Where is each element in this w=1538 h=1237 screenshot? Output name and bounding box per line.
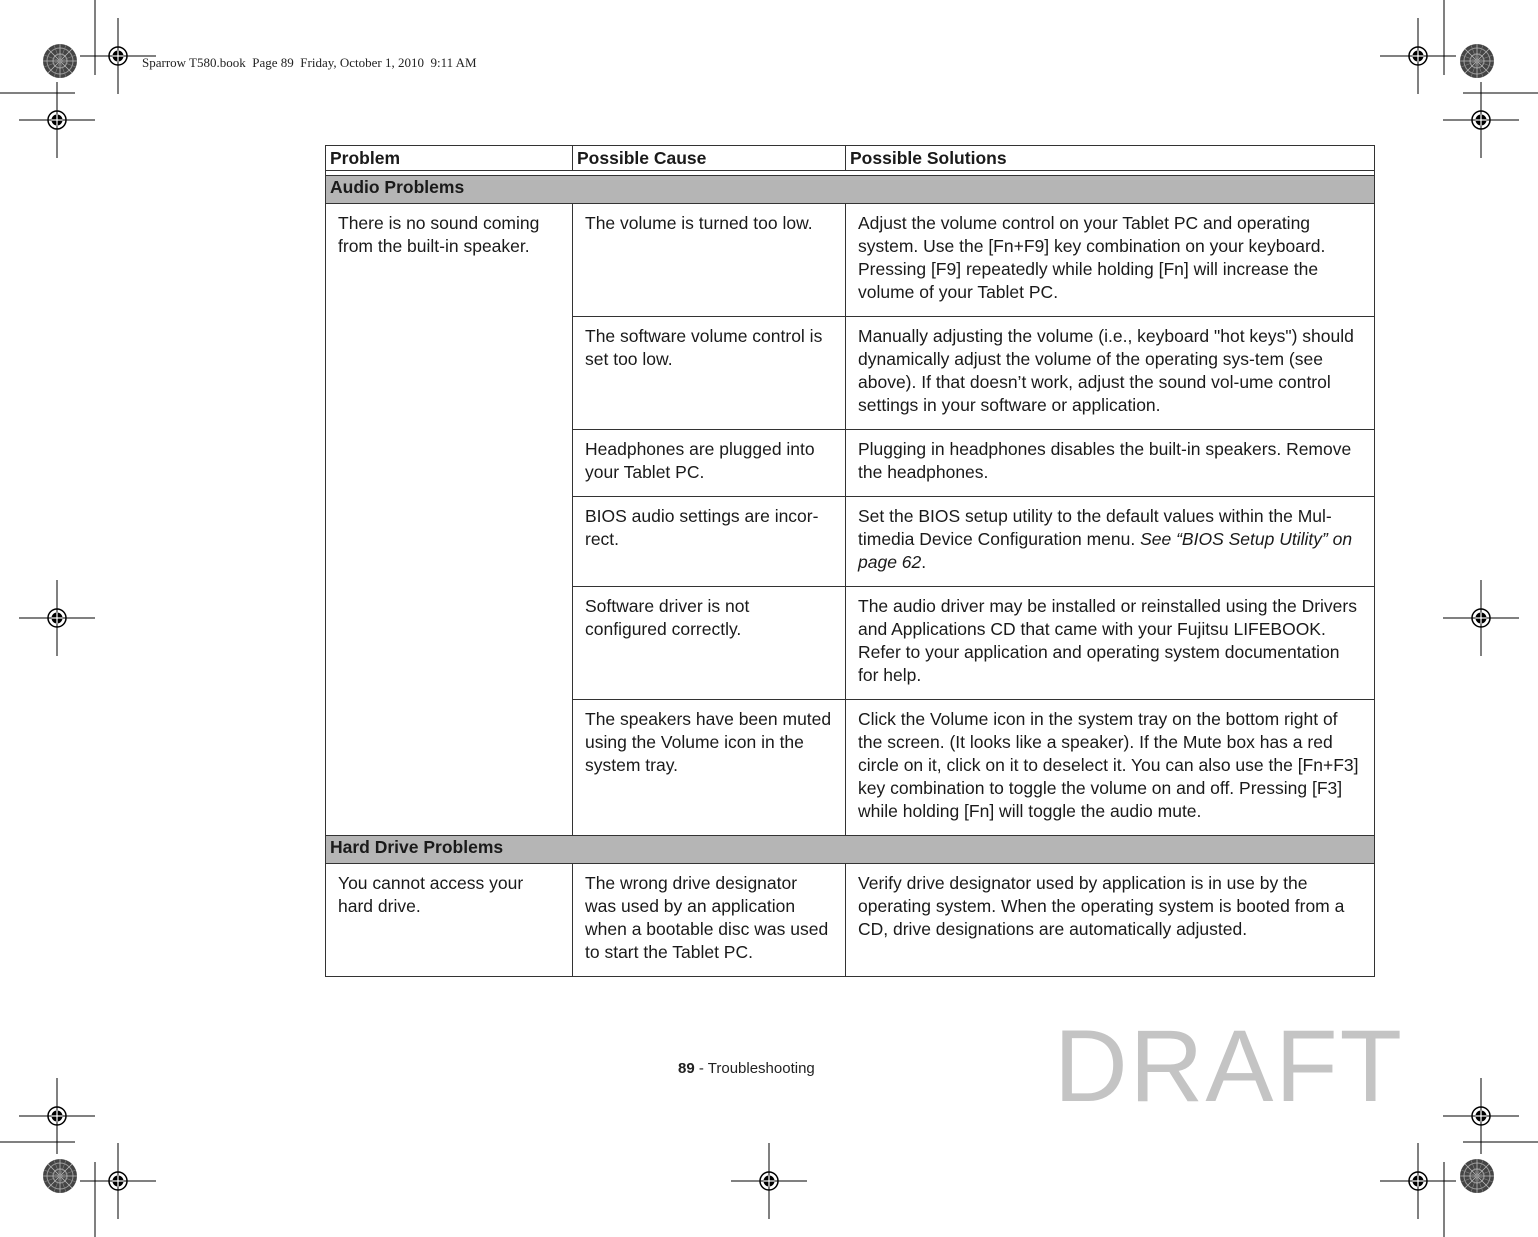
solution-cell: Plugging in headphones disables the built-in speakers. Remove the headphones. xyxy=(846,430,1375,497)
registration-mark-icon xyxy=(1380,1143,1456,1219)
cause-cell: The volume is turned too low. xyxy=(573,204,846,317)
book-file-info: Sparrow T580.book Page 89 Friday, October 1, 2010 9:11 AM xyxy=(142,55,477,70)
registration-mark-icon xyxy=(1443,580,1519,656)
solution-text: Set the BIOS setup utility to the default values within the Mul-timedia Device Configuration menu. xyxy=(858,506,1332,549)
registration-mark-icon xyxy=(1380,18,1456,94)
column-header-cause: Possible Cause xyxy=(573,146,846,171)
page-number: 89 xyxy=(678,1060,695,1077)
registration-mark-icon xyxy=(80,18,156,94)
star-target-icon xyxy=(1460,44,1494,78)
star-target-icon xyxy=(43,44,77,78)
cross-reference-link[interactable]: See “BIOS Setup Utility” on page 62 xyxy=(858,529,1353,572)
column-header-solutions: Possible Solutions xyxy=(846,146,1375,171)
solution-cell xyxy=(846,497,1375,587)
problem-cell: You cannot access your hard drive. xyxy=(326,864,573,977)
solution-cell: Adjust the volume control on your Tablet PC and operating system. Use the [Fn+F9] key combination on your keyboard. Pressing [F9] repeatedly while holding [Fn] will increase the volume of your Tablet PC. xyxy=(846,204,1375,317)
footer-section: Troubleshooting xyxy=(707,1060,815,1077)
registration-mark-icon xyxy=(731,1143,807,1219)
problem-cell: There is no sound coming from the built-in speaker. xyxy=(326,204,573,836)
table-row xyxy=(326,864,1375,977)
cause-cell: Software driver is not configured correctly. xyxy=(573,587,846,700)
section-header-hard-drive xyxy=(326,836,1375,864)
table-header-row xyxy=(326,146,1375,171)
registration-mark-icon xyxy=(80,1143,156,1219)
section-header-audio xyxy=(326,176,1375,204)
solution-cell: The audio driver may be installed or reinstalled using the Drivers and Applications CD that came with your Fujitsu LIFEBOOK. Refer to your application and operating system documentation for help. xyxy=(846,587,1375,700)
draft-watermark: DRAFT xyxy=(1054,1009,1404,1123)
star-target-icon xyxy=(1460,1159,1494,1193)
registration-mark-icon xyxy=(19,1078,95,1154)
table-row xyxy=(326,204,1375,317)
cause-cell: The wrong drive designator was used by an application when a bootable disc was used to start the Tablet PC. xyxy=(573,864,846,977)
cause-cell: The software volume control is set too low. xyxy=(573,317,846,430)
column-header-problem: Problem xyxy=(326,146,573,171)
registration-mark-icon xyxy=(19,580,95,656)
section-title: Hard Drive Problems xyxy=(326,836,1375,864)
page-footer xyxy=(678,1060,815,1077)
cause-cell: Headphones are plugged into your Tablet PC. xyxy=(573,430,846,497)
footer-separator: - xyxy=(694,1060,708,1077)
star-target-icon xyxy=(43,1159,77,1193)
solution-cell: Verify drive designator used by application is in use by the operating system. When the operating system is booted from a CD, drive designations are automatically adjusted. xyxy=(846,864,1375,977)
section-title: Audio Problems xyxy=(326,176,1375,204)
registration-mark-icon xyxy=(1443,1078,1519,1154)
troubleshooting-table xyxy=(325,145,1375,977)
cause-cell: The speakers have been muted using the Volume icon in the system tray. xyxy=(573,700,846,836)
solution-cell: Manually adjusting the volume (i.e., keyboard "hot keys") should dynamically adjust the volume of the operating sys-tem (see above). If that doesn’t work, adjust the sound vol-ume control settings in your software or application. xyxy=(846,317,1375,430)
solution-cell: Click the Volume icon in the system tray on the bottom right of the screen. (It looks like a speaker). If the Mute box has a red circle on it, click on it to deselect it. You can also use the [Fn+F3] key combination to toggle the volume on and off. Pressing [F3] while holding [Fn] will toggle the audio mute. xyxy=(846,700,1375,836)
solution-text-end: . xyxy=(921,552,927,572)
cause-cell: BIOS audio settings are incor-rect. xyxy=(573,497,846,587)
